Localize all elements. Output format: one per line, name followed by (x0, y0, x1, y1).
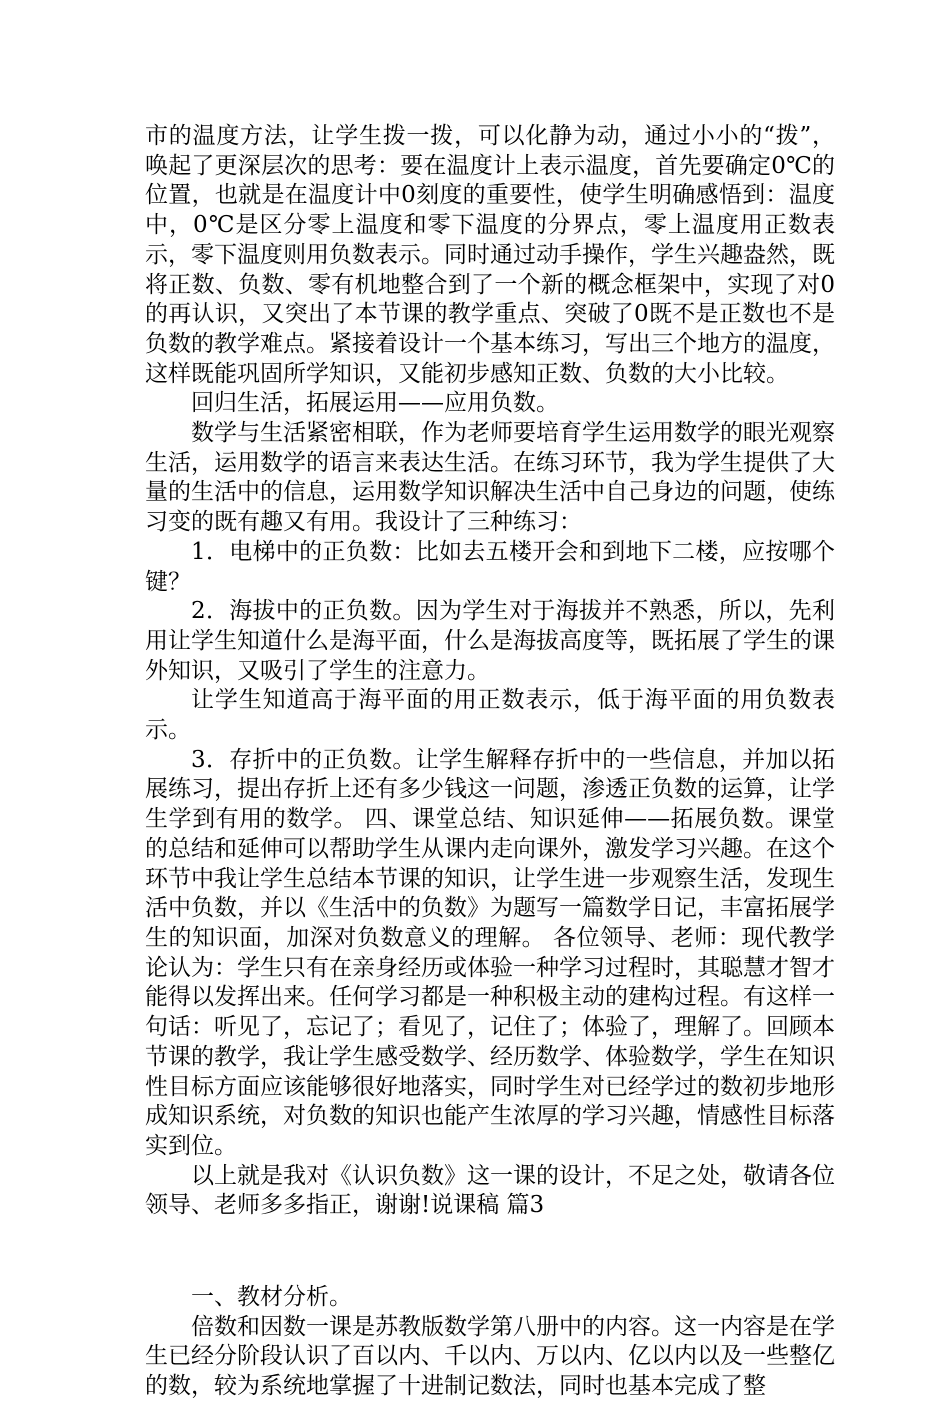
paragraph-9: 倍数和因数一课是苏教版数学第八册中的内容。这一内容是在学生已经分阶段认识了百以内、千以内、万以内、亿以内以及一些整亿的数，较为系统地掌握了十进制记数法，同时也基本完成了整 (145, 1313, 835, 1400)
paragraph-5: 2．海拔中的正负数。因为学生对于海拔并不熟悉，所以，先利用让学生知道什么是海平面，什么是海拔高度等，既拓展了学生的课外知识，又吸引了学生的注意力。 (145, 598, 835, 684)
paragraph-6: 让学生知道高于海平面的用正数表示，低于海平面的用负数表示。 (145, 687, 835, 744)
paragraph-4: 1．电梯中的正负数：比如去五楼开会和到地下二楼，应按哪个键？ (145, 538, 835, 595)
paragraph-8: 以上就是我对《认识负数》这一课的设计，不足之处，敬请各位领导、老师多多指正，谢谢!说课稿 篇3 (145, 1162, 835, 1219)
paragraph-7: 3．存折中的正负数。让学生解释存折中的一些信息，并加以拓展练习，提出存折上还有多少钱这一问题，渗透正负数的运算，让学生学到有用的数学。 四、课堂总结、知识延伸——拓展负数。课堂的总结和延伸可以帮助学生从课内走向课外，激发学习兴趣。在这个环节中我让学生总结本节课的知识，让学生进一步观察生活，发现生活中负数，并以《生活中的负数》为题写一篇数学日记，丰富拓展学生的知识面，加深对负数意义的理解。 各位领导、老师：现代教学论认为：学生只有在亲身经历或体验一种学习过程时，其聪慧才智才能得以发挥出来。任何学习都是一种积极主动的建构过程。有这样一句话：听见了，忘记了；看见了，记住了；体验了，理解了。回顾本节课的教学，我让学生感受数学、经历数学、体验数学，学生在知识性目标方面应该能够很好地落实，同时学生对已经学过的数初步地形成知识系统，对负数的知识也能产生浓厚的学习兴趣，情感性目标落实到位。 (145, 746, 835, 1159)
paragraph-2: 回归生活，拓展运用——应用负数。 (191, 390, 559, 417)
paragraph-1: 市的温度方法，让学生拨一拨，可以化静为动，通过小小的“拨”，唤起了更深层次的思考：要在温度计上表示温度，首先要确定0℃的位置，也就是在温度计中0刻度的重要性，使学生明确感悟到：温度中，0℃是区分零上温度和零下温度的分界点，零上温度用正数表示，零下温度则用负数表示。同时通过动手操作，学生兴趣盎然，既将正数、负数、零有机地整合到了一个新的概念框架中，实现了对0的再认识，又突出了本节课的教学重点、突破了0既不是正数也不是负数的教学难点。紧接着设计一个基本练习，写出三个地方的温度，这样既能巩固所学知识，又能初步感知正数、负数的大小比较。 (145, 123, 835, 387)
paragraph-3: 数学与生活紧密相联，作为老师要培育学生运用数学的眼光观察生活，运用数学的语言来表达生活。在练习环节，我为学生提供了大量的生活中的信息，运用数学知识解决生活中自己身边的问题，使练习变的既有趣又有用。我设计了三种练习： (145, 420, 835, 536)
section-gap (145, 1221, 835, 1283)
document-body (145, 122, 835, 1402)
section-heading: 一、教材分析。 (191, 1284, 352, 1311)
